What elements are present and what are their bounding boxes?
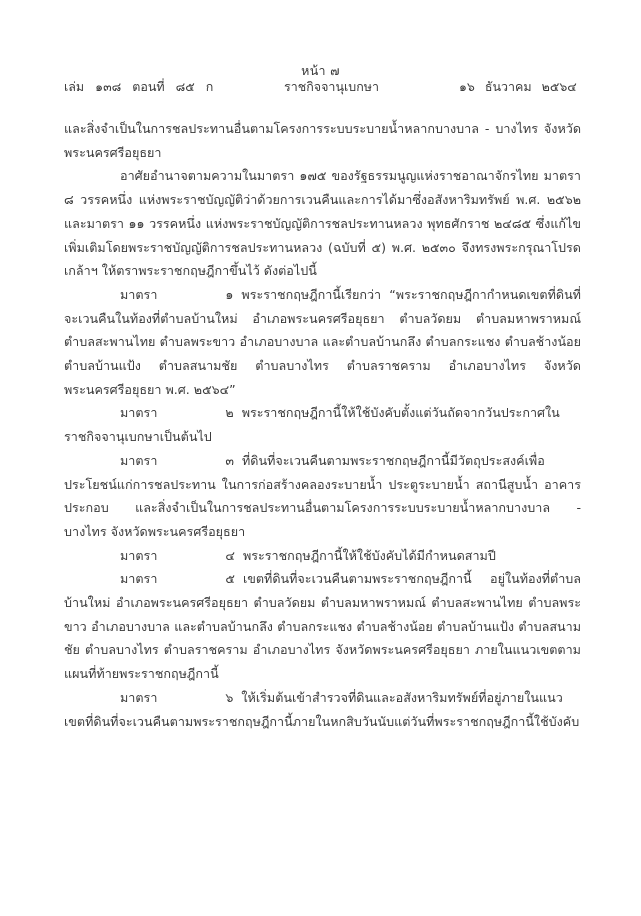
section-text: พระราชกฤษฎีกานี้ให้ใช้บังคับตั้งแต่วันถัดจากวันประกาศในราชกิจจานุเบกษาเป็นต้นไป	[64, 405, 560, 445]
section-label: มาตรา	[120, 405, 158, 421]
section-4	[64, 544, 581, 568]
publication-name: ราชกิจจานุเบกษา	[284, 79, 380, 94]
section-text: พระราชกฤษฎีกานี้ให้ใช้บังคับได้มีกำหนดสามปี	[242, 547, 496, 563]
section-text: เขตที่ดินที่จะเวนคืนตามพระราชกฤษฎีกานี้ อยู่ในท้องที่ตำบลบ้านใหม่ อำเภอพระนครศรีอยุธยา ตำบลวัดยม ตำบลมหาพราหมณ์ ตำบลสะพานไทย ตำบลพระขาว อำเภอบางบาล และตำบลบ้านกลึง ตำบลกระแชง ตำบลช้างน้อย ตำบลบ้านแป้ง ตำบลสนามชัย ตำบลบางไทร ตำบลราชคราม อำเภอบางไทร จังหวัดพระนครศรีอยุธยา ภายในแนวเขตตามแผนที่ท้ายพระราชกฤษฎีกานี้	[64, 571, 581, 682]
publication-date: ๑๖ ธันวาคม ๒๕๖๔	[459, 79, 577, 94]
section-label: มาตรา	[120, 547, 158, 563]
preamble: อาศัยอำนาจตามความในมาตรา ๑๗๕ ของรัฐธรรมนูญแห่งราชอาณาจักรไทย มาตรา ๘ วรรคหนึ่ง แห่งพระราชบัญญัติว่าด้วยการเวนคืนและการได้มาซึ่งอสังหาริมทรัพย์ พ.ศ. ๒๕๖๒ และมาตรา ๑๑ วรรคหนึ่ง แห่งพระราชบัญญัติการชลประทานหลวง พุทธศักราช ๒๔๘๕ ซึ่งแก้ไขเพิ่มเติมโดยพระราชบัญญัติการชลประทานหลวง (ฉบับที่ ๕) พ.ศ. ๒๕๓๐ จึงทรงพระกรุณาโปรดเกล้าฯ ให้ตราพระราชกฤษฎีกาขึ้นไว้ ดังต่อไปนี้	[64, 168, 581, 279]
section-label: มาตรา	[120, 286, 158, 302]
page-number: หน้า ๗	[301, 63, 340, 78]
intro-continued: และสิ่งจำเป็นในการชลประทานอื่นตามโครงการระบบระบายน้ำหลากบางบาล - บางไทร จังหวัดพระนครศรีอยุธยา	[64, 121, 581, 160]
section-text: ที่ดินที่จะเวนคืนตามพระราชกฤษฎีกานี้มีวัตถุประสงค์เพื่อประโยชน์แก่การชลประทาน ในการก่อสร้างคลองระบายน้ำ ประตูระบายน้ำ สถานีสูบน้ำ อาคารประกอบ และสิ่งจำเป็นในการชลประทานอื่นตามโครงการระบบระบายน้ำหลากบางบาล - บางไทร จังหวัดพระนครศรีอยุธยา	[64, 452, 581, 539]
section-number: ๖	[225, 689, 234, 705]
section-1	[64, 283, 581, 402]
section-label: มาตรา	[120, 689, 158, 705]
gazette-header	[64, 77, 584, 95]
section-label: มาตรา	[120, 571, 158, 587]
section-6	[64, 686, 581, 733]
volume-issue: เล่ม ๑๓๘ ตอนที่ ๘๕ ก	[64, 79, 214, 94]
section-number: ๑	[225, 286, 234, 302]
document-body	[64, 117, 581, 733]
section-label: มาตรา	[120, 452, 158, 468]
section-number: ๓	[225, 452, 234, 468]
section-3	[64, 449, 581, 544]
section-5	[64, 567, 581, 686]
section-text: ให้เริ่มต้นเข้าสำรวจที่ดินและอสังหาริมทรัพย์ที่อยู่ภายในแนวเขตที่ดินที่จะเวนคืนตามพระราชกฤษฎีกานี้ภายในหกสิบวันนับแต่วันที่พระราชกฤษฎีกานี้ใช้บังคับ	[64, 689, 580, 729]
section-number: ๒	[225, 405, 234, 421]
section-2	[64, 401, 581, 448]
section-number: ๕	[225, 571, 235, 587]
section-text: พระราชกฤษฎีกานี้เรียกว่า “พระราชกฤษฎีกากำหนดเขตที่ดินที่จะเวนคืนในท้องที่ตำบลบ้านใหม่ อำเภอพระนครศรีอยุธยา ตำบลวัดยม ตำบลมหาพราหมณ์ ตำบลสะพานไทย ตำบลพระขาว อำเภอบางบาล และตำบลบ้านกลึง ตำบลกระแชง ตำบลช้างน้อย ตำบลบ้านแป้ง ตำบลสนามชัย ตำบลบางไทร ตำบลราชคราม อำเภอบางไทร จังหวัดพระนครศรีอยุธยา พ.ศ. ๒๕๖๔”	[64, 286, 581, 397]
section-number: ๔	[225, 547, 235, 563]
